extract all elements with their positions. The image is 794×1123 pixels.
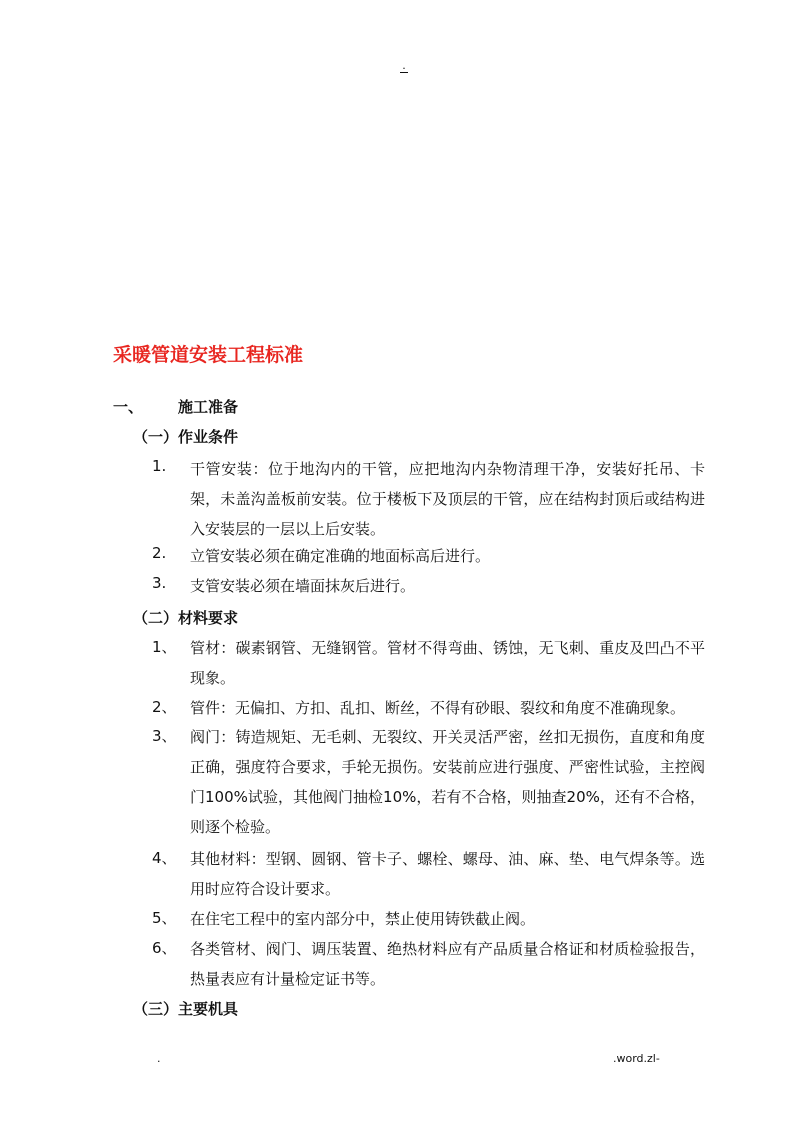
item-number: 5、	[152, 909, 177, 927]
item-number: 1、	[152, 638, 177, 656]
item-text: 干管安装：位于地沟内的干管，应把地沟内杂物清理干净，安装好托吊、卡架，未盖沟盖板前安装。位于楼板下及顶层的干管，应在结构封顶后或结构进入安装层的一层以上后安装。	[190, 460, 705, 538]
item-number: 1.	[152, 457, 167, 475]
item-text: 管材：碳素钢管、无缝钢管。管材不得弯曲、锈蚀，无飞刺、重皮及凹凸不平现象。	[190, 639, 705, 687]
footer-left-mark: .	[157, 1052, 161, 1065]
item-number: 4、	[152, 849, 177, 867]
item-number: 3、	[152, 727, 177, 745]
document-title: 采暖管道安装工程标准	[113, 344, 304, 366]
item-number: 6、	[152, 939, 177, 957]
item-number: 2.	[152, 544, 167, 562]
list-item	[152, 844, 712, 904]
subsection-heading-material-requirements: （二）材料要求	[133, 609, 239, 627]
header-mark: .	[400, 62, 408, 73]
subsection-heading-work-conditions: （一）作业条件	[133, 428, 239, 446]
list-item	[152, 904, 712, 934]
item-text: 立管安装必须在确定准确的地面标高后进行。	[190, 547, 491, 565]
item-text: 阀门：铸造规矩、无毛刺、无裂纹、开关灵活严密，丝扣无损伤，直度和角度正确，强度符合要求，手轮无损伤。安装前应进行强度、严密性试验，主控阀门100%试验，其他阀门抽检10%，若有不合格，则抽查20%，还有不合格，则逐个检验。	[190, 728, 705, 836]
list-item	[152, 633, 712, 693]
subsection-heading-main-equipment: （三）主要机具	[133, 1000, 239, 1018]
list-item	[152, 722, 712, 842]
list-item	[152, 454, 712, 544]
list-item	[152, 571, 712, 601]
item-text: 各类管材、阀门、调压装置、绝热材料应有产品质量合格证和材质检验报告，热量表应有计量检定证书等。	[190, 940, 705, 988]
item-number: 2、	[152, 698, 177, 716]
item-text: 在住宅工程中的室内部分中，禁止使用铸铁截止阀。	[190, 910, 536, 928]
list-item	[152, 541, 712, 571]
list-item	[152, 693, 712, 723]
list-item	[152, 934, 712, 994]
item-text: 支管安装必须在墙面抹灰后进行。	[190, 577, 416, 595]
item-number: 3.	[152, 574, 167, 592]
item-text: 管件：无偏扣、方扣、乱扣、断丝，不得有砂眼、裂纹和角度不准确现象。	[190, 699, 686, 717]
footer-watermark: .word.zl-	[613, 1052, 660, 1065]
section-title: 施工准备	[178, 398, 239, 416]
section-number: 一、	[113, 398, 144, 416]
item-text: 其他材料：型钢、圆钢、管卡子、螺栓、螺母、油、麻、垫、电气焊条等。选用时应符合设计要求。	[190, 850, 705, 898]
